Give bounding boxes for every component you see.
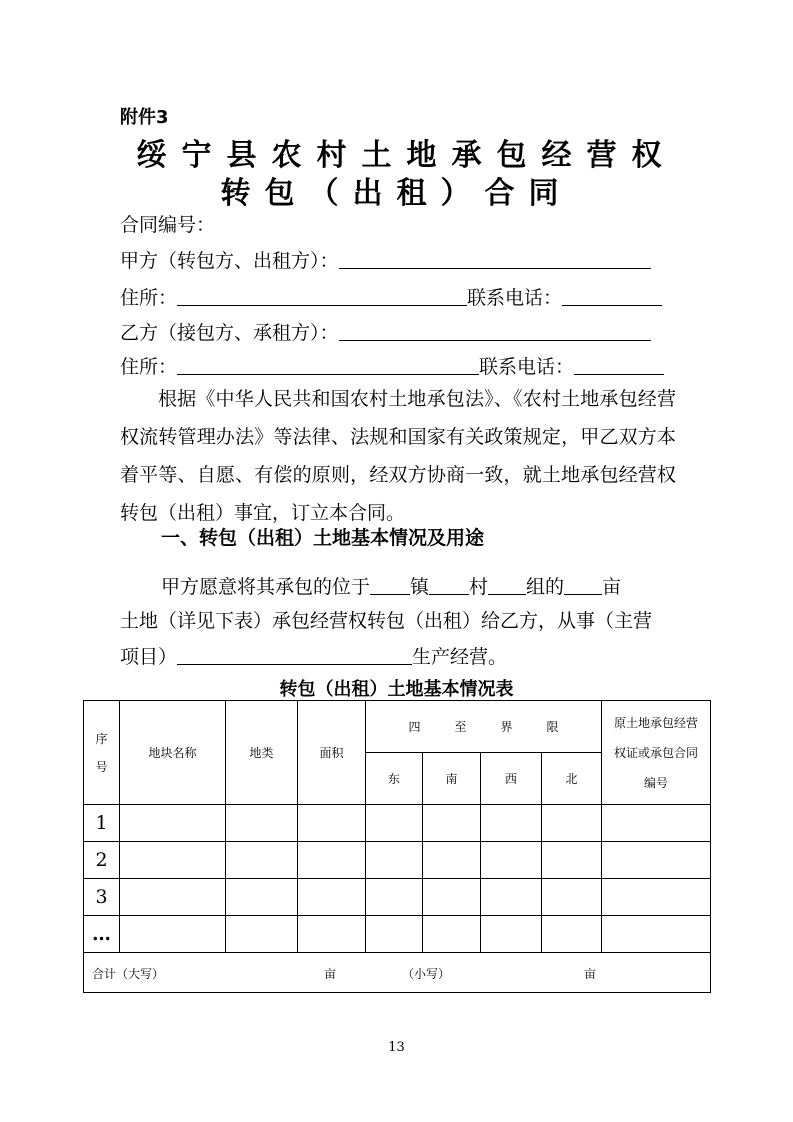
party-b-address-blank[interactable] — [177, 356, 479, 375]
party-b-phone-label: 联系电话： — [479, 356, 575, 378]
party-a-line — [120, 246, 651, 273]
party-b-blank[interactable] — [339, 322, 651, 341]
cell[interactable] — [481, 842, 542, 879]
total-unit-mu-small: 亩 — [584, 967, 597, 981]
cell[interactable] — [481, 805, 542, 842]
contract-number-line — [120, 210, 215, 237]
cell[interactable] — [602, 805, 711, 842]
cell[interactable] — [366, 916, 423, 953]
document-title-line1: 绥宁县农村土地承包经营权 — [136, 138, 677, 173]
cell[interactable] — [120, 916, 226, 953]
group-blank[interactable] — [488, 576, 526, 595]
cell[interactable] — [423, 805, 481, 842]
clause-text: 组的 — [526, 576, 565, 598]
cell[interactable] — [542, 842, 602, 879]
cell[interactable] — [542, 805, 602, 842]
cell[interactable] — [298, 879, 366, 916]
party-b-address-label: 住所： — [120, 356, 178, 378]
cell[interactable] — [481, 916, 542, 953]
mu-blank[interactable] — [564, 576, 602, 595]
cell[interactable] — [298, 842, 366, 879]
clause-line3 — [120, 642, 507, 669]
cell[interactable] — [226, 916, 298, 953]
contract-number-label: 合同编号： — [120, 214, 216, 236]
table-row — [84, 916, 711, 953]
row-seq: 1 — [84, 805, 120, 842]
cell[interactable] — [542, 916, 602, 953]
header-south: 南 — [423, 753, 481, 805]
header-seq: 序号 — [84, 701, 120, 805]
table-row — [84, 842, 711, 879]
clause-text: 甲方愿意将其承包的位于 — [161, 576, 371, 598]
clause-text: 镇 — [410, 576, 430, 598]
table-row — [84, 805, 711, 842]
party-b-label: 乙方（接包方、承租方）： — [120, 322, 339, 344]
total-unit-mu: 亩 — [324, 967, 337, 981]
cell[interactable] — [602, 916, 711, 953]
cell[interactable] — [298, 805, 366, 842]
village-blank[interactable] — [429, 576, 469, 595]
cell[interactable] — [366, 842, 423, 879]
header-plot-name: 地块名称 — [120, 701, 226, 805]
total-small-label: （小写） — [402, 967, 451, 981]
preamble-paragraph: 根据《中华人民共和国农村土地承包法》、《农村土地承包经营权流转管理办法》等法律、法规和国家有关政策规定，甲乙双方本着平等、自愿、有偿的原则，经双方协商一致，就土地承包经营权转包（出租）事宜，订立本合同。 — [120, 388, 676, 524]
town-blank[interactable] — [370, 576, 410, 595]
header-north: 北 — [542, 753, 602, 805]
cell[interactable] — [423, 916, 481, 953]
cell[interactable] — [602, 842, 711, 879]
header-east: 东 — [366, 753, 423, 805]
cell[interactable] — [481, 879, 542, 916]
party-b-address-line — [120, 352, 664, 379]
section1-title: 一、转包（出租）土地基本情况及用途 — [161, 527, 485, 549]
clause-text: 项目） — [120, 646, 178, 668]
cell[interactable] — [226, 842, 298, 879]
document-title-line2: 转包（出租）合同 — [220, 176, 573, 211]
main-project-blank[interactable] — [177, 646, 412, 665]
header-original-cert: 原土地承包经营权证或承包合同编号 — [602, 701, 711, 805]
cell[interactable] — [298, 916, 366, 953]
annex-label: 附件3 — [120, 107, 169, 128]
clause-text: 生产经营。 — [412, 646, 508, 668]
table-row — [84, 879, 711, 916]
cell[interactable] — [226, 879, 298, 916]
party-a-phone-blank[interactable] — [562, 287, 662, 306]
party-a-phone-label: 联系电话： — [467, 287, 563, 309]
row-seq: 3 — [84, 879, 120, 916]
party-a-address-line — [120, 283, 662, 310]
header-area: 面积 — [298, 701, 366, 805]
cell[interactable] — [366, 879, 423, 916]
total-label: 合计（大写） — [92, 967, 165, 981]
clause-text: 村 — [469, 576, 489, 598]
cell[interactable] — [120, 805, 226, 842]
clause-line2: 土地（详见下表）承包经营权转包（出租）给乙方，从事（主营 — [120, 610, 653, 632]
total-cell[interactable] — [84, 953, 711, 993]
party-b-line — [120, 318, 651, 345]
cell[interactable] — [542, 879, 602, 916]
row-seq: … — [84, 916, 120, 953]
cell[interactable] — [226, 805, 298, 842]
clause-line1 — [161, 572, 621, 599]
total-row — [84, 953, 711, 993]
cell[interactable] — [423, 879, 481, 916]
party-a-address-label: 住所： — [120, 287, 178, 309]
cell[interactable] — [120, 879, 226, 916]
page-number: 13 — [388, 1040, 405, 1055]
party-b-phone-blank[interactable] — [574, 356, 664, 375]
cell[interactable] — [366, 805, 423, 842]
land-info-table — [83, 700, 711, 993]
clause-text: 亩 — [602, 576, 622, 598]
cell[interactable] — [423, 842, 481, 879]
header-west: 西 — [481, 753, 542, 805]
cell[interactable] — [120, 842, 226, 879]
header-land-type: 地类 — [226, 701, 298, 805]
party-a-address-blank[interactable] — [177, 287, 467, 306]
cell[interactable] — [602, 879, 711, 916]
party-a-blank[interactable] — [339, 250, 651, 269]
party-a-label: 甲方（转包方、出租方）： — [120, 250, 339, 272]
row-seq: 2 — [84, 842, 120, 879]
header-boundaries: 四至界限 — [366, 701, 602, 753]
table-title: 转包（出租）土地基本情况表 — [279, 679, 514, 700]
